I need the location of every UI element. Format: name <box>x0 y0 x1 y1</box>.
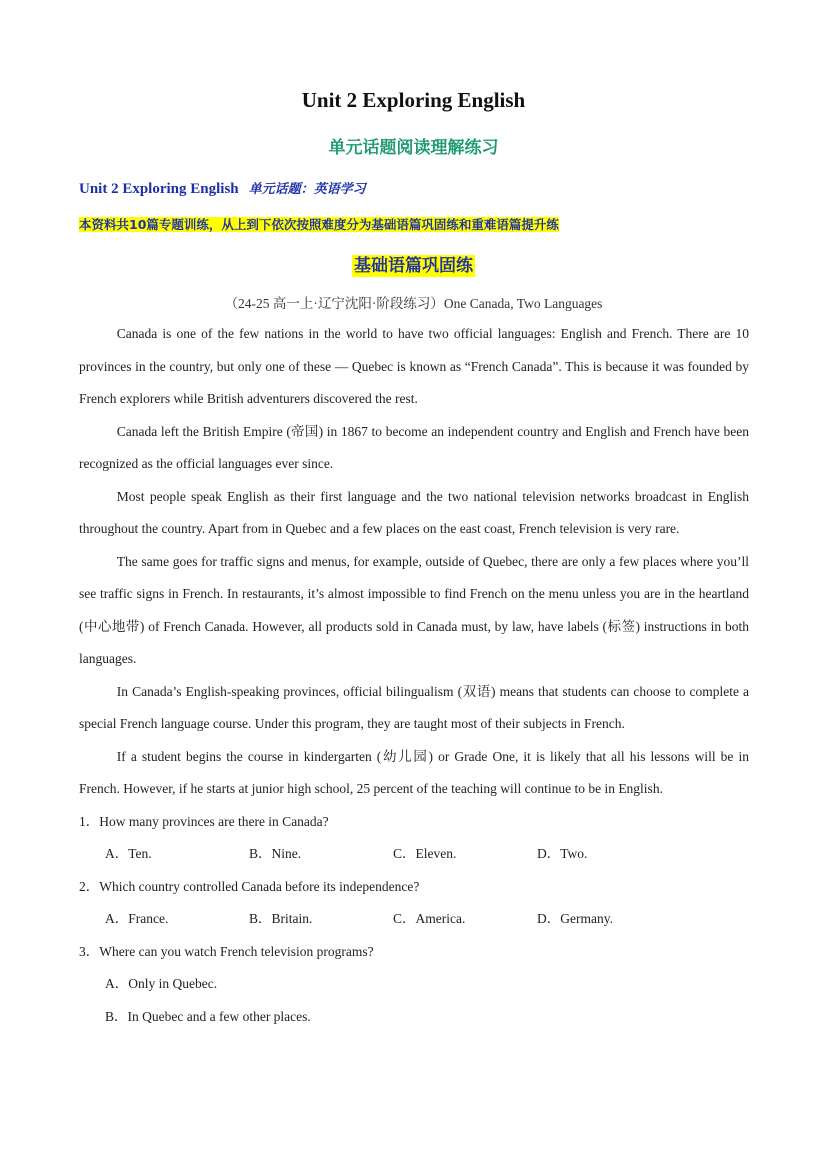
option: A．Only in Quebec. <box>105 976 218 991</box>
option: C．America. <box>393 911 466 926</box>
question-options <box>79 838 749 871</box>
option: C．Eleven. <box>393 846 457 861</box>
unit-topic-cn: 单元话题：英语学习 <box>248 182 366 197</box>
unit-line <box>79 178 366 198</box>
option: A．Ten. <box>105 846 152 861</box>
paragraph: The same goes for traffic signs and menus, for example, outside of Quebec, there are only a few places where you’ll see traffic signs in French. In restaurants, it’s almost impossible to find French on the menu unless you are in the heartland (中心地带) of French Canada. However, all products sold in Canada must, by law, have labels (标签) instructions in both languages. <box>79 553 749 666</box>
material-note-text: 本资料共10篇专题训练，从上到下依次按照难度分为基础语篇巩固练和重难语篇提升练 <box>79 217 559 232</box>
page-title: Unit 2 Exploring English <box>301 88 526 112</box>
paragraph: Canada is one of the few nations in the world to have two official languages: English and French. There are 10 provinces in the country, but only one of these — Quebec is known as “French Canada”. This is because it was founded by French explorers while British adventurers discovered the rest. <box>79 326 749 406</box>
section-heading <box>0 251 827 276</box>
question-stem: 1．How many provinces are there in Canada? <box>79 813 329 829</box>
option: B．In Quebec and a few other places. <box>105 1008 311 1024</box>
option: D．Germany. <box>537 911 613 926</box>
section-heading-text: 基础语篇巩固练 <box>354 256 473 276</box>
paragraph: If a student begins the course in kindergarten (幼儿园) or Grade One, it is likely that all his lessons will be in French. However, if he starts at junior high school, 25 percent of the teaching will continue to be in English. <box>79 748 749 796</box>
material-note <box>79 215 748 233</box>
passage-source: （24-25 高一上·辽宁沈阳·阶段练习）One Canada, Two Languages <box>224 296 603 311</box>
passage-body <box>79 318 749 1033</box>
option: B．Britain. <box>249 911 313 926</box>
paragraph: In Canada’s English-speaking provinces, official bilingualism (双语) means that students can choose to complete a special French language course. Under this program, they are taught most of their subjects in French. <box>79 683 749 731</box>
page-subtitle: 单元话题阅读理解练习 <box>328 138 499 158</box>
question-options <box>79 903 749 936</box>
paragraph: Canada left the British Empire (帝国) in 1867 to become an independent country and English and French have been recognized as the official languages ever since. <box>79 423 749 471</box>
question-stem: 2．Which country controlled Canada before its independence? <box>79 878 420 894</box>
option: B．Nine. <box>249 846 302 861</box>
unit-title-en: Unit 2 Exploring English <box>79 181 239 197</box>
paragraph: Most people speak English as their first language and the two national television networks broadcast in English throughout the country. Apart from in Quebec and a few places on the east coast, French television is very rare. <box>79 488 749 536</box>
question-stem: 3．Where can you watch French television programs? <box>79 943 374 959</box>
option: D．Two. <box>537 846 588 861</box>
option: A．France. <box>105 911 169 926</box>
